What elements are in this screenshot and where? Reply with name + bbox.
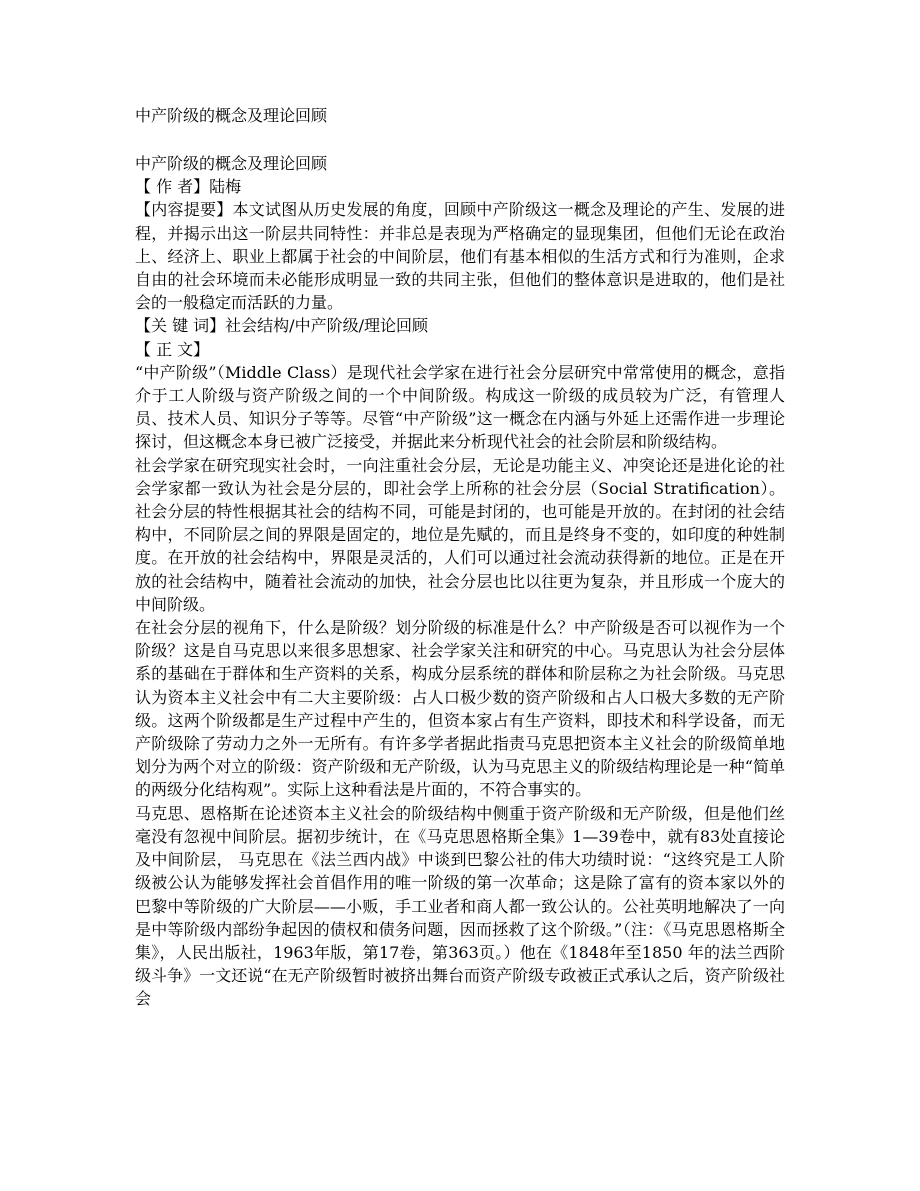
body-paragraph-1: “中产阶级”（Middle Class）是现代社会学家在进行社会分层研究中常常使用的概念，意指介于工人阶级与资产阶级之间的一个中间阶级。构成这一阶级的成员较为广泛，有管理人员、技术人员、知识分子等等。尽管“中产阶级”这一概念在内涵与外延上还需作进一步理论探讨，但这概念本身已被广泛接受，并据此来分析现代社会的社会阶层和阶级结构。: [135, 362, 785, 452]
article-title: 中产阶级的概念及理论回顾: [135, 154, 328, 173]
body-paragraph-2: 社会学家在研究现实社会时，一向注重社会分层，无论是功能主义、冲突论还是进化论的社会学家都一致认为社会是分层的，即社会学上所称的社会分层（Social Stratification）。 社会分层的特性根据其社会的结构不同，可能是封闭的，也可能是开放的。在封闭的社会结构中，不同阶层之间的界限是固定的，地位是先赋的，而且是终身不变的，如印度的种姓制度。在开放的社会结构中，界限是灵活的，人们可以通过社会流动获得新的地位。正是在开放的社会结构中，随着社会流动的加快，社会分层也比以往更为复杂，并且形成一个庞大的中间阶级。: [135, 455, 785, 614]
abstract-paragraph: 【内容提要】本文试图从历史发展的角度，回顾中产阶级这一概念及理论的产生、发展的进程，并揭示出这一阶层共同特性：并非总是表现为严格确定的显现集团，但他们无论在政治上、经济上、职业上都属于社会的中间阶层，他们有基本相似的生活方式和行为准则，企求自由的社会环境而未必能形成明显一致的共同主张，但他们的整体意识是进取的，他们是社会的一般稳定而活跃的力量。: [135, 200, 785, 313]
body-heading: 【 正 文】: [135, 339, 210, 359]
keywords-line: 【关 键 词】社会结构/中产阶级/理论回顾: [135, 316, 428, 336]
document-title: 中产阶级的概念及理论回顾: [135, 106, 328, 125]
body-paragraph-4: 马克思、恩格斯在论述资本主义社会的阶级结构中侧重于资产阶级和无产阶级，但是他们丝毫没有忽视中间阶层。据初步统计，在《马克思恩格斯全集》1—39卷中，就有83处直接论及中间阶层， 马克思在《法兰西内战》中谈到巴黎公社的伟大功绩时说：“这终究是工人阶级被公认为能够发挥社会首倡作用的唯一阶级的第一次革命；这是除了富有的资本家以外的巴黎中等阶级的广大阶层——小贩，手工业者和商人都一致公认的。公社英明地解决了一向是中等阶级内部纷争起因的债权和债务问题，因而拯救了这个阶级。”（注：《马克思恩格斯全集》，人民出版社，1963年版，第17卷，第363页。）他在《1848年至1850 年的法兰西阶级斗争》一文还说“在无产阶级暂时被挤出舞台而资产阶级专政被正式承认之后，资产阶级社会: [135, 803, 785, 1009]
body-paragraph-3: 在社会分层的视角下，什么是阶级？划分阶级的标准是什么？中产阶级是否可以视作为一个阶级？这是自马克思以来很多思想家、社会学家关注和研究的中心。马克思认为社会分层体系的基础在于群体和生产资料的关系，构成分层系统的群体和阶层称之为社会阶级。马克思认为资本主义社会中有二大主要阶级：占人口极少数的资产阶级和占人口极大多数的无产阶级。这两个阶级都是生产过程中产生的，但资本家占有生产资料，即技术和科学设备，而无产阶级除了劳动力之外一无所有。有许多学者据此指责马克思把资本主义社会的阶级简单地划分为两个对立的阶级：资产阶级和无产阶级，认为马克思主义的阶级结构理论是一种“简单的两级分化结构观”。实际上这种看法是片面的，不符合事实的。: [135, 618, 785, 800]
document-page: [135, 104, 785, 1011]
author-line: 【 作 者】陆梅: [135, 177, 242, 197]
